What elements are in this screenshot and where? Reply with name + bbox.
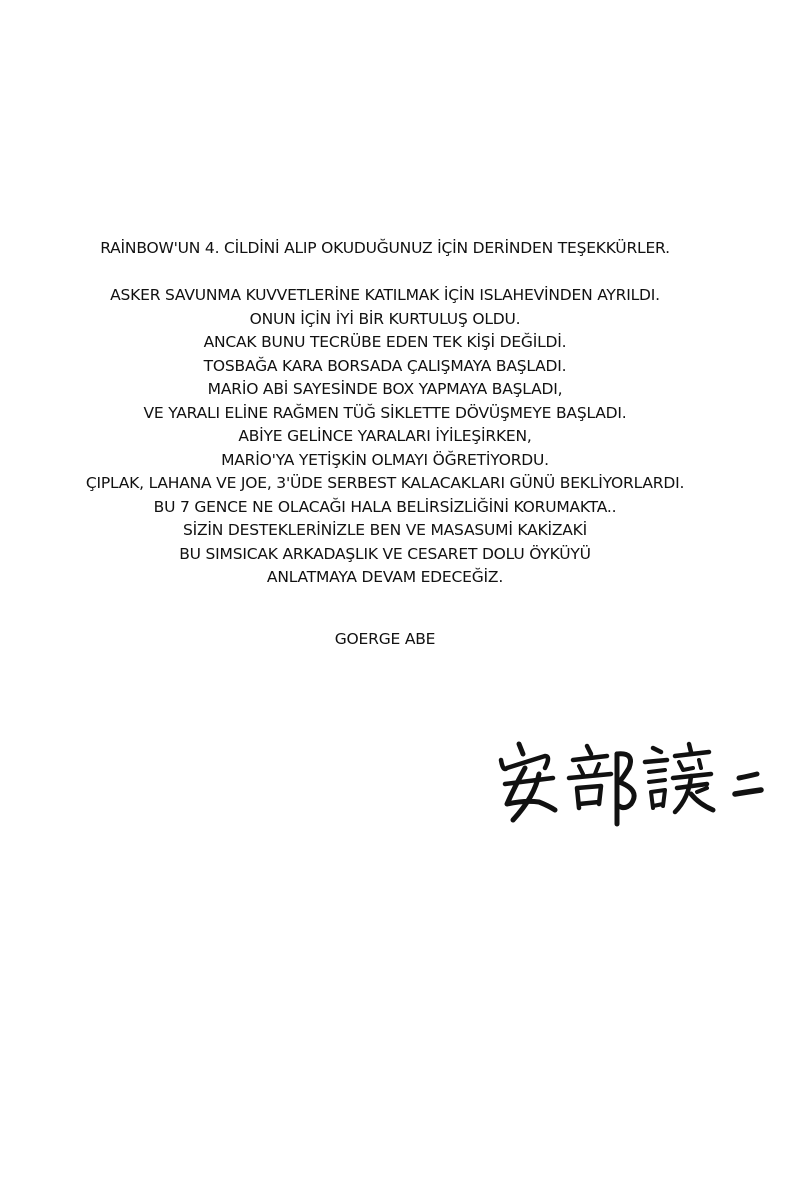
body-line: ANCAK BUNU TECRÜBE EDEN TEK KİŞİ DEĞİLDİ.	[203, 333, 567, 351]
body-line: ASKER SAVUNMA KUVVETLERİNE KATILMAK İÇİN ISLAHEVİNDEN AYRILDI.	[110, 286, 660, 304]
intro-text: RAİNBOW'UN 4. CİLDİNİ ALIP OKUDUĞUNUZ İÇİN DERİNDEN TEŞEKKÜRLER.	[100, 239, 670, 257]
body-line: BU 7 GENCE NE OLACAĞI HALA BELİRSİZLİĞİNİ KORUMAKTA..	[153, 497, 617, 516]
body-line: ONUN İÇİN İYİ BİR KURTULUŞ OLDU.	[249, 309, 521, 328]
body-line: BU SIMSICAK ARKADAŞLIK VE CESARET DOLU ÖYKÜYÜ	[179, 544, 591, 563]
body-line: ABİYE GELİNCE YARALARI İYİLEŞİRKEN,	[238, 427, 532, 445]
body-line: MARİO'YA YETİŞKİN OLMAYI ÖĞRETİYORDU.	[221, 450, 549, 469]
letter-body	[0, 284, 770, 590]
body-line: ÇIPLAK, LAHANA VE JOE, 3'ÜDE SERBEST KALACAKLARI GÜNÜ BEKLİYORLARDI.	[85, 474, 685, 492]
body-line: SİZİN DESTEKLERİNİZLE BEN VE MASASUMİ KAKİZAKİ	[182, 521, 588, 539]
handwritten-signature	[495, 738, 775, 830]
author-name: GOERGE ABE	[334, 630, 436, 648]
author-name-block	[0, 627, 770, 651]
thank-you-line	[0, 236, 770, 260]
body-line: ANLATMAYA DEVAM EDECEĞİZ.	[266, 568, 504, 586]
body-line: VE YARALI ELİNE RAĞMEN TÜĞ SİKLETTE DÖVÜŞMEYE BAŞLADI.	[143, 403, 627, 422]
body-line: TOSBAĞA KARA BORSADA ÇALIŞMAYA BAŞLADI.	[203, 356, 567, 375]
body-line: MARİO ABİ SAYESİNDE BOX YAPMAYA BAŞLADI,	[207, 380, 563, 398]
